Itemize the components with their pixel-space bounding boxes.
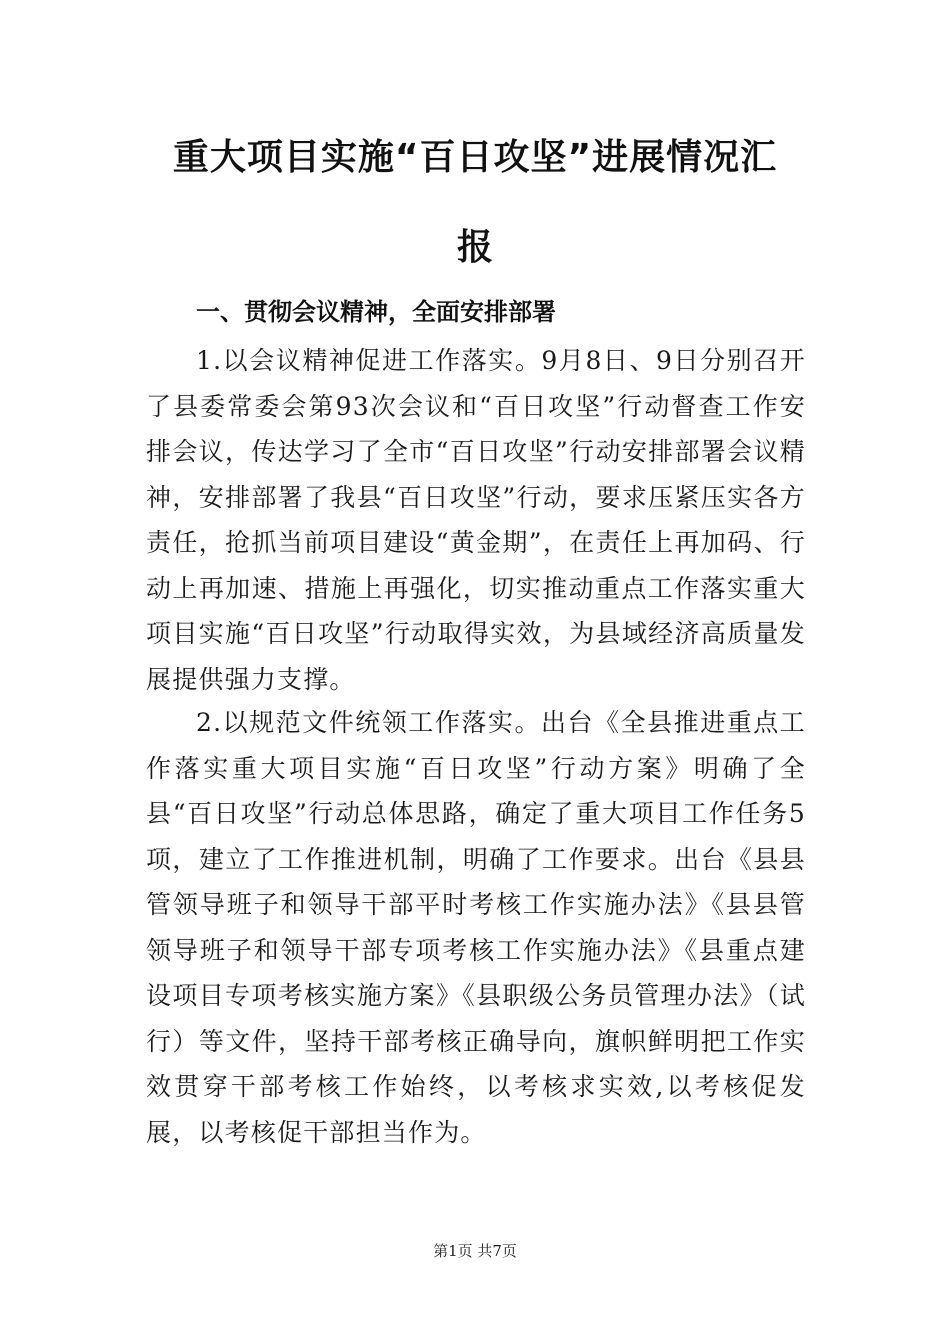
section-heading: 一、贯彻会议精神，全面安排部署 — [196, 298, 556, 326]
page-footer: 第1页 共7页 — [433, 1242, 517, 1260]
paragraph-2: 2.以规范文件统领工作落实。出台《全县推进重点工作落实重大项目实施“百日攻坚”行动方案》明确了全县“百日攻坚”行动总体思路，确定了重大项目工作任务5项，建立了工作推进机制，明确了工作要求。出台《县县管领导班子和领导干部平时考核工作实施办法》《县县管领导班子和领导干部专项考核工作实施办法》《县重点建设项目专项考核实施方案》《县职级公务员管理办法》（试行）等文件，坚持干部考核正确导向，旗帜鲜明把工作实效贯穿干部考核工作始终，以考核求实效,以考核促发展，以考核促干部担当作为。 — [146, 708, 806, 1147]
document-title-line-2: 报 — [456, 227, 493, 268]
paragraph-1: 1.以会议精神促进工作落实。9月8日、9日分别召开了县委常委会第93次会议和“百日攻坚”行动督查工作安排会议，传达学习了全市“百日攻坚”行动安排部署会议精神，安排部署了我县“百日攻坚”行动，要求压紧压实各方责任，抢抓当前项目建设“黄金期”，在责任上再加码、行动上再加速、措施上再强化，切实推动重点工作落实重大项目实施“百日攻坚”行动取得实效，为县域经济高质量发展提供强力支撑。 — [146, 346, 806, 694]
document-title-line-1: 重大项目实施“百日攻坚”进展情况汇 — [172, 137, 778, 178]
